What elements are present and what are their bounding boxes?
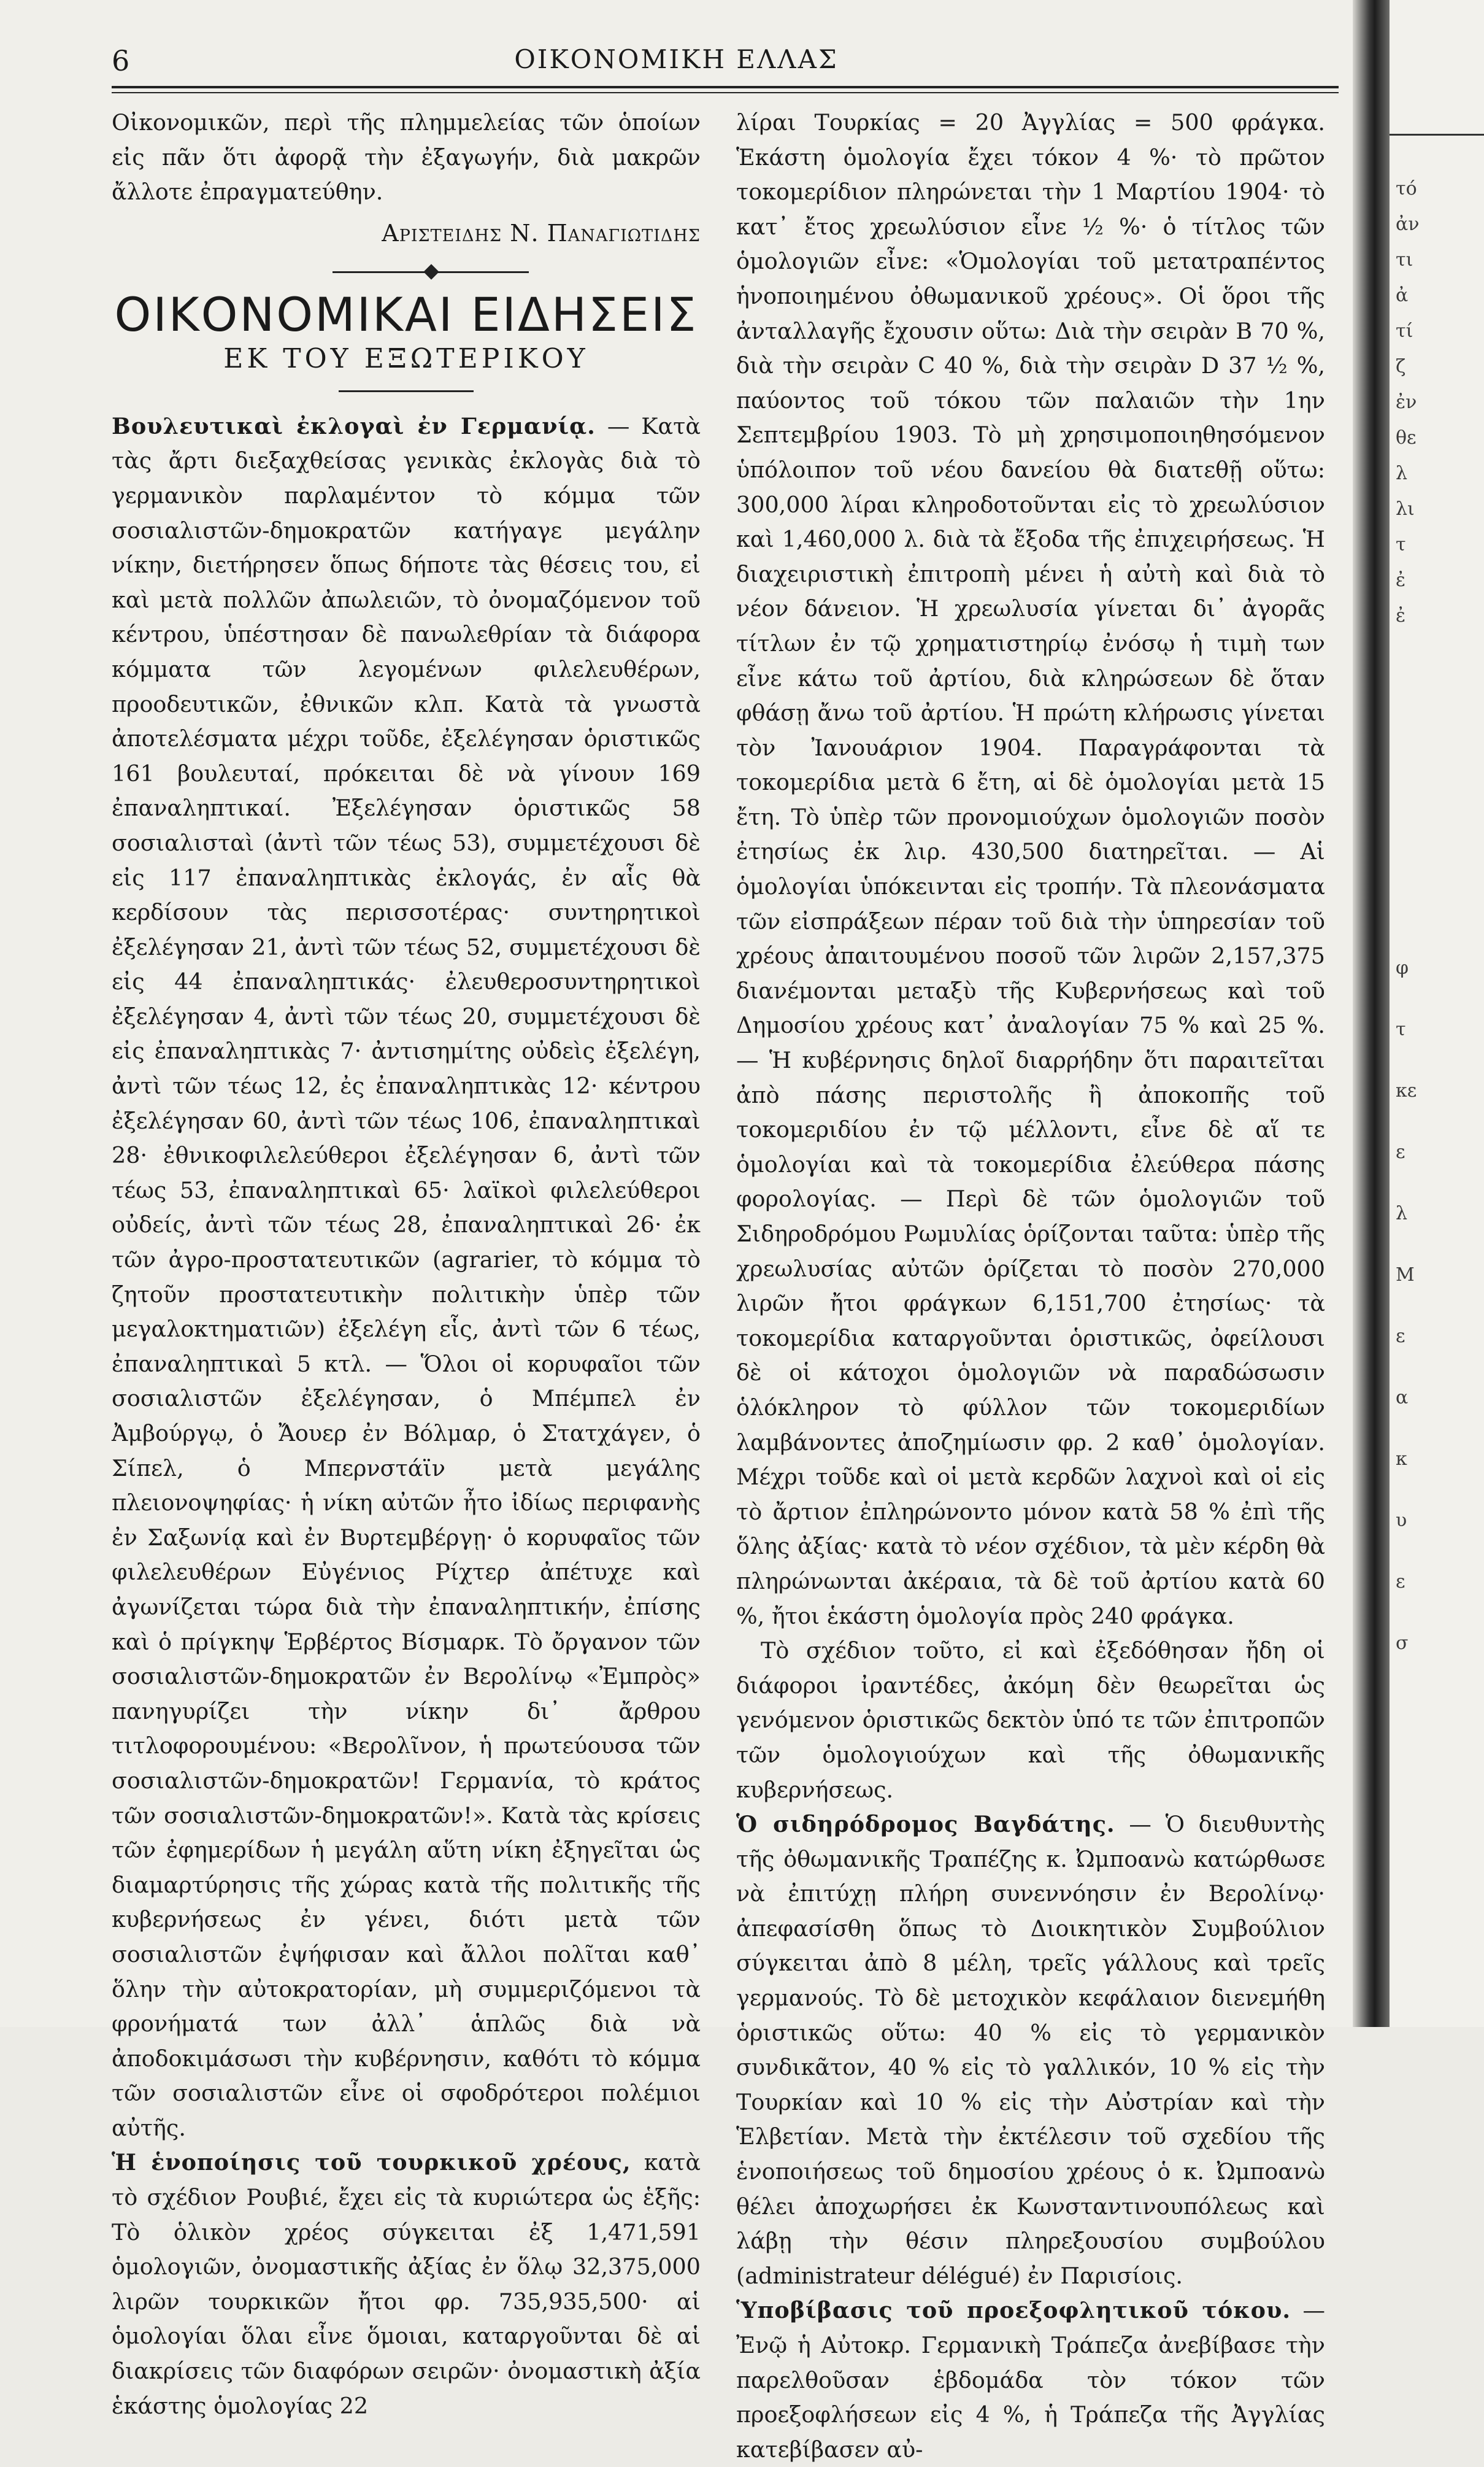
article-elections: [112, 409, 701, 2146]
edge-fragment: τ: [1396, 1019, 1406, 1040]
left-column: [112, 106, 701, 2423]
edge-fragment: κε: [1396, 1080, 1417, 1102]
ornament-divider: [112, 263, 701, 281]
article-turkish-debt-note: Τὸ σχέδιον τοῦτο, εἰ καὶ ἐξεδόθησαν ἤδη οἱ διάφοροι ἰραντέδες, ἀκόμη δὲν θεωρεῖται ὡς γενόμενον ὁριστικῶς δεκτὸν ὑπό τε τῶν ἐπιτροπῶν τῶν ὁμολογιούχων καὶ τῆς ὀθωμανικῆς κυβερνήσεως.: [736, 1637, 1325, 1803]
right-column: [736, 106, 1325, 2467]
edge-fragment: τι: [1396, 249, 1413, 271]
edge-fragment: Μ: [1396, 1264, 1415, 1286]
subtitle-rule: [339, 390, 474, 392]
edge-fragment: ἀν: [1396, 214, 1420, 235]
author-signature: Αριστειδης Ν. Παναγιωτιδης: [382, 219, 701, 247]
header-rule-thin: [112, 92, 1339, 93]
edge-fragment: λ: [1396, 463, 1408, 484]
adjacent-page-edge: [1390, 0, 1484, 2027]
article-heading-baghdad-railway: Ὁ σιδηρόδρομος Βαγδάτης.: [736, 1811, 1115, 1838]
running-title: ΟΙΚΟΝΟΜΙΚΗ ΕΛΛΑΣ: [514, 44, 839, 74]
article-heading-turkish-debt: Ἡ ἑνοποίησις τοῦ τουρκικοῦ χρέους,: [112, 2149, 631, 2176]
edge-fragment: λ: [1396, 1203, 1408, 1224]
edge-fragment: ἀ: [1396, 285, 1409, 306]
intro-paragraph: Οἰκονομικῶν, περὶ τῆς πλημμελείας τῶν ὁποίων εἰς πᾶν ὅτι ἀφορᾷ τὴν ἐξαγωγήν, διὰ μακρῶν ἄλλοτε ἐπραγματεύθην.: [112, 109, 701, 206]
article-discount-rate: [736, 2293, 1325, 2467]
edge-fragment: φ: [1396, 957, 1409, 979]
section-subtitle: ΕΚ ΤΟΥ ΕΞΩΤΕΡΙΚΟΥ: [223, 342, 589, 374]
section-title: ΟΙΚΟΝΟΜΙΚΑΙ ΕΙΔΗΣΕΙΣ: [114, 287, 698, 342]
edge-fragment: θε: [1396, 427, 1417, 449]
edge-fragment: ἐν: [1396, 392, 1417, 413]
edge-fragment: ζ: [1396, 356, 1406, 377]
edge-fragment: σ: [1396, 1632, 1409, 1654]
header-rule: [112, 86, 1339, 88]
article-baghdad-railway: [736, 1807, 1325, 2293]
edge-fragment: κ: [1396, 1448, 1407, 1470]
edge-fragment: α: [1396, 1387, 1409, 1408]
article-body-discount-rate: — Ἐνῷ ἡ Αὐτοκρ. Γερμανικὴ Τράπεζα ἀνεβίβασε τὴν παρελθοῦσαν ἑβδομάδα τὸν τόκον τῶν προεξοφλήσεων εἰς 4 %, ἡ Τράπεζα τῆς Ἀγγλίας κατεβίβασεν αὐ-: [736, 2297, 1325, 2463]
edge-fragment: ἐ: [1396, 605, 1406, 627]
edge-fragment: ε: [1396, 1326, 1405, 1347]
page-number: 6: [112, 44, 130, 77]
article-body-baghdad-railway: — Ὁ διευθυντὴς τῆς ὀθωμανικῆς Τραπέζης κ. Ὠμποανὼ κατώρθωσε νὰ ἐπιτύχῃ πλήρη συνεννόησιν ἐν Βερολίνῳ· ἀπεφασίσθη ὅπως τὸ Διοικητικὸν Συμβούλιον σύγκειται ἀπὸ 8 μέλη, τρεῖς γάλλους καὶ τρεῖς γερμανούς. Τὸ δὲ μετοχικὸν κεφάλαιον διενεμήθη ὁριστικῶς οὕτω: 40 % εἰς τὸ γερμανικὸν συνδικᾶτον, 40 % εἰς τὸ γαλλικόν, 10 % εἰς τὴν Τουρκίαν καὶ 10 % εἰς τὴν Αὐστρίαν καὶ τὴν Ἑλβετίαν. Μετὰ τὴν ἐκτέλεσιν τοῦ σχεδίου τῆς ἑνοποιήσεως τοῦ δημοσίου χρέους ὁ κ. Ὠμποανὼ θέλει ἀποχωρήσει ἐκ Κωνσταντινουπόλεως καὶ λάβῃ τὴν θέσιν πληρεξουσίου συμβούλου (administrateur délégué) ἐν Παρισίοις.: [736, 1811, 1325, 2289]
adjacent-page-rule: [1390, 134, 1484, 136]
article-body-turkish-debt: κατὰ τὸ σχέδιον Ρουβιέ, ἔχει εἰς τὰ κυριώτερα ὡς ἑξῆς: Τὸ ὁλικὸν χρέος σύγκειται ἐξ 1,471,591 ὁμολογιῶν, ὀνομαστικῆς ἀξίας ἐν ὅλῳ 32,375,000 λιρῶν τουρκικῶν ἤτοι φρ. 735,935,500· αἱ ὁμολογίαι ὅλαι εἶνε ὅμοιαι, καταργοῦνται δὲ αἱ διακρίσεις τῶν διαφόρων σειρῶν· ὀνομαστικὴ ἀξία ἑκάστης ὁμολογίας 22: [112, 2149, 701, 2419]
book-binding-gutter: [1353, 0, 1390, 2027]
edge-fragment: τό: [1396, 178, 1417, 199]
edge-fragment: υ: [1396, 1510, 1407, 1531]
edge-fragment: ἐ: [1396, 569, 1406, 591]
edge-fragment: τ: [1396, 534, 1406, 555]
article-heading-elections: Βουλευτικαὶ ἐκλογαὶ ἐν Γερμανίᾳ.: [112, 412, 596, 439]
edge-fragment: ε: [1396, 1141, 1405, 1163]
edge-fragment: τί: [1396, 320, 1413, 342]
article-turkish-debt: [112, 2145, 701, 2423]
article-turkish-debt-continued: λίραι Τουρκίας = 20 Ἀγγλίας = 500 φράγκα. Ἑκάστη ὁμολογία ἔχει τόκον 4 %· τὸ πρῶτον τοκομερίδιον πληρώνεται τὴν 1 Μαρτίου 1904· τὸ κατ᾽ ἔτος χρεωλύσιον εἶνε ½ %· ὁ τίτλος τῶν ὁμολογιῶν εἶνε: «Ὁμολογίαι τοῦ μετατραπέντος ἡνοποιημένου ὀθωμανικοῦ χρέους». Οἱ ὅροι τῆς ἀνταλλαγῆς ἔχουσιν οὕτω: Διὰ τὴν σειρὰν B 70 %, διὰ τὴν σειρὰν C 40 %, διὰ τὴν σειρὰν D 37 ½ %, παύοντος τοῦ τόκου τῶν παλαιῶν τὴν 1ην Σεπτεμβρίου 1903. Τὸ μὴ χρησιμοποιηθησόμενον ὑπόλοιπον τοῦ νέου δανείου θὰ διατεθῇ οὕτω: 300,000 λίραι κληροδοτοῦνται εἰς τὸ χρεωλύσιον καὶ 1,460,000 λ. διὰ τὰ ἔξοδα τῆς ἐπιχειρήσεως. Ἡ διαχειριστικὴ ἐπιτροπὴ μένει ἡ αὐτὴ καὶ διὰ τὸ νέον δάνειον. Ἡ χρεωλυσία γίνεται δι᾽ ἀγορᾶς τίτλων ἐν τῷ χρηματιστηρίῳ ἐνόσῳ ἡ τιμὴ των εἶνε κάτω τοῦ ἀρτίου, διὰ κληρώσεων δὲ ὅταν φθάσῃ ἄνω τοῦ ἀρτίου. Ἡ πρώτη κλήρωσις γίνεται τὸν Ἰανουάριον 1904. Παραγράφονται τὰ τοκομερίδια μετὰ 6 ἔτη, αἱ δὲ ὁμολογίαι μετὰ 15 ἔτη. Τὸ ὑπὲρ τῶν προνομιούχων ὁμολογιῶν ποσὸν ἐτησίως ἐκ λιρ. 430,500 διατηρεῖται. — Αἱ ὁμολογίαι ὑπόκεινται εἰς τροπήν. Τὰ πλεονάσματα τῶν εἰσπράξεων πέραν τοῦ διὰ τὴν ὑπηρεσίαν τοῦ χρέους ἀπαιτουμένου ποσοῦ τῶν λιρῶν 2,157,375 διανέμονται μεταξὺ τῆς Κυβερνήσεως καὶ τοῦ Δημοσίου χρέους κατ᾽ ἀναλογίαν 75 % καὶ 25 %. — Ἡ κυβέρνησις δηλοῖ διαρρήδην ὅτι παραιτεῖται ἀπὸ πάσης περιστολῆς ἢ ἀποκοπῆς τοῦ τοκομεριδίου ἐν τῷ μέλλοντι, εἶνε δὲ αἵ τε ὁμολογίαι καὶ τὰ τοκομερίδια ἐλεύθερα πάσης φορολογίας. — Περὶ δὲ τῶν ὁμολογιῶν τοῦ Σιδηροδρόμου Ρωμυλίας ὁρίζονται ταῦτα: ὑπὲρ τῆς χρεωλυσίας αὐτῶν ὁρίζεται τὸ ποσὸν 270,000 λιρῶν ἤτοι φράγκων 6,151,700 ἐτησίως· τὰ τοκομερίδια καταργοῦνται ὁριστικῶς, ὀφείλουσι δὲ οἱ κάτοχοι ὁμολογιῶν νὰ παραδώσωσιν ὁλόκληρον τὸ φύλλον τῶν τοκομεριδίων λαμβάνοντες ἀποζημίωσιν φρ. 2 καθ᾽ ὁμολογίαν. Μέχρι τοῦδε καὶ οἱ μετὰ κερδῶν λαχνοὶ καὶ οἱ εἰς τὸ ἄρτιον ἐπληρώνοντο μόνον κατὰ 58 % ἐπὶ τῆς ὅλης ἀξίας· κατὰ τὸ νέον σχέδιον, τὰ μὲν κέρδη θὰ πληρώνωνται ἀκέραια, τὰ δὲ τοῦ ἀρτίου κατὰ 60 %, ἤτοι ἑκάστη ὁμολογία πρὸς 240 φράγκα.: [736, 109, 1325, 1629]
article-body-elections: — Κατὰ τὰς ἄρτι διεξαχθείσας γενικὰς ἐκλογὰς διὰ τὸ γερμανικὸν παρλαμέντον τὸ κόμμα τῶν σοσιαλιστῶν-δημοκρατῶν κατήγαγε μεγάλην νίκην, διετήρησεν ὅπως δήποτε τὰς θέσεις του, εἰ καὶ μετὰ πολλῶν ἀπωλειῶν, τὸ ὀνομαζόμενον τοῦ κέντρου, ὑπέστησαν δὲ πανωλεθρίαν τὰ διάφορα κόμματα τῶν λεγομένων φιλελευθέρων, προοδευτικῶν, ἐθνικῶν κλπ. Κατὰ τὰ γνωστὰ ἀποτελέσματα μέχρι τοῦδε, ἐξελέγησαν ὁριστικῶς 161 βουλευταί, πρόκειται δὲ νὰ γίνουν 169 ἐπαναληπτικαί. Ἐξελέγησαν ὁριστικῶς 58 σοσιαλισταὶ (ἀντὶ τῶν τέως 53), συμμετέχουσι δὲ εἰς 117 ἐπαναληπτικὰς ἐκλογάς, ἐν αἷς θὰ κερδίσουν τὰς περισσοτέρας· συντηρητικοὶ ἐξελέγησαν 21, ἀντὶ τῶν τέως 52, συμμετέχουσι δὲ εἰς 44 ἐπαναληπτικάς· ἐλευθεροσυντηρητικοὶ ἐξελέγησαν 4, ἀντὶ τῶν τέως 20, συμμετέχουσι δὲ εἰς ἐπαναληπτικὰς 7· ἀντισημίτης οὐδεὶς ἐξελέγη, ἀντὶ τῶν τέως 12, ἐς ἐπαναληπτικὰς 12· κέντρου ἐξελέγησαν 60, ἀντὶ τῶν τέως 106, ἐπαναληπτικαὶ 28· ἐθνικοφιλελεύθεροι ἐξελέγησαν 6, ἀντὶ τῶν τέως 53, ἐπαναληπτικαὶ 65· λαϊκοὶ φιλελεύθεροι οὐδείς, ἀντὶ τῶν τέως 28, ἐπαναληπτικαὶ 26· ἐκ τῶν ἀγρο-προστατευτικῶν (agrarier, τὸ κόμμα τὸ ζητοῦν προστατευτικὴν πολιτικὴν ὑπὲρ τῶν μεγαλοκτηματιῶν) ἐξελέγη εἷς, ἀντὶ τῶν 6 τέως, ἐπαναληπτικαὶ 5 κτλ. — Ὅλοι οἱ κορυφαῖοι τῶν σοσιαλιστῶν ἐξελέγησαν, ὁ Μπέμπελ ἐν Ἀμβούργῳ, ὁ Ἄουερ ἐν Βόλμαρ, ὁ Στατχάγεν, ὁ Σίπελ, ὁ Μπερνστάϊν μετὰ μεγάλης πλειονοψηφίας· ἡ νίκη αὐτῶν ἦτο ἰδίως περιφανὴς ἐν Σαξωνίᾳ καὶ ἐν Βυρτεμβέργῃ· ὁ κορυφαῖος τῶν φιλελευθέρων Εὐγένιος Ρίχτερ ἀπέτυχε καὶ ἀγωνίζεται τώρα διὰ τὴν ἐπαναληπτικήν, ἐπίσης καὶ ὁ πρίγκηψ Ἑρβέρτος Βίσμαρκ. Τὸ ὄργανον τῶν σοσιαλιστῶν-δημοκρατῶν ἐν Βερολίνῳ «Ἐμπρὸς» πανηγυρίζει τὴν νίκην δι᾽ ἄρθρου τιτλοφορουμένου: «Βερολῖνον, ἡ πρωτεύουσα τῶν σοσιαλιστῶν-δημοκρατῶν! Γερμανία, τὸ κράτος τῶν σοσιαλιστῶν-δημοκρατῶν!». Κατὰ τὰς κρίσεις τῶν ἐφημερίδων ἡ μεγάλη αὕτη νίκη ἐξηγεῖται ὡς διαμαρτύρησις τῆς χώρας κατὰ τῆς πολιτικῆς τῆς κυβερνήσεως ἐν γένει, διότι μετὰ τῶν σοσιαλιστῶν ἐψήφισαν καὶ ἄλλοι πολῖται καθ᾽ ὅλην τὴν αὐτοκρατορίαν, μὴ συμμεριζόμενοι τὰ φρονήματά των ἀλλ᾽ ἁπλῶς διὰ νὰ ἀποδοκιμάσωσι τὴν κυβέρνησιν, καθότι τὸ κόμμα τῶν σοσιαλιστῶν εἶνε οἱ σφοδρότεροι πολέμιοι αὐτῆς.: [112, 412, 701, 2141]
article-heading-discount-rate: Ὑποβίβασις τοῦ προεξοφλητικοῦ τόκου.: [736, 2297, 1291, 2324]
edge-fragment: ε: [1396, 1571, 1405, 1593]
edge-fragment: λι: [1396, 498, 1415, 520]
